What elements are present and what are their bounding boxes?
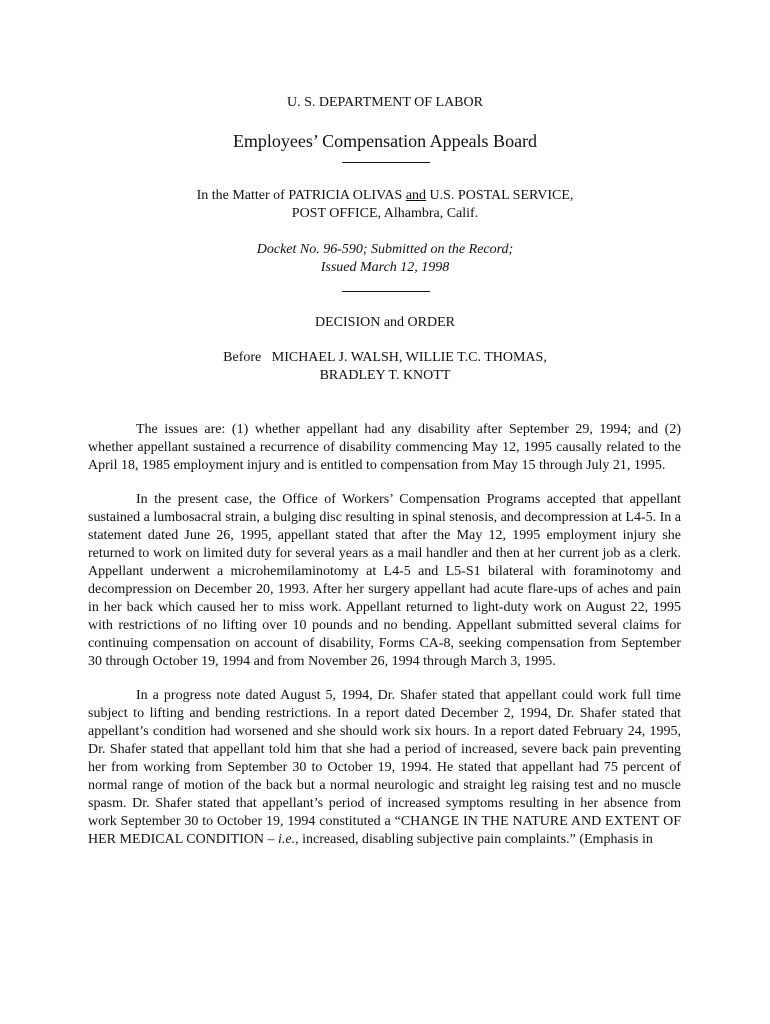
case-caption	[0, 187, 770, 223]
divider-rule	[342, 162, 430, 163]
paragraph-medical-text: In a progress note dated August 5, 1994, Dr. Shafer stated that appellant could work full time subject to lifting and bending restrictions. In a report dated December 2, 1994, Dr. Shafer stated that appellant’s condition had worsened and she should work six hours. In a report dated February 24, 1995, Dr. Shafer stated that appellant told him that she had a period of increased, severe back pain preventing her from working from September 30 to October 19, 1994. He stated that appellant had 75 percent of normal range of motion of the back but a normal neurologic and straight leg raising test and no muscle spasm. Dr. Shafer stated that appellant’s period of increased symptoms resulting in her absence from work September 30 to October 19, 1994 constituted a “CHANGE IN THE NATURE AND EXTENT OF HER MEDICAL CONDITION –	[88, 688, 681, 847]
divider-rule	[342, 291, 430, 292]
paragraph-issues: The issues are: (1) whether appellant had any disability after September 29, 1994; and (2) whether appellant sustained a recurrence of disability commencing May 12, 1995 causally related to the April 18, 1985 employment injury and is entitled to compensation from May 15 through July 21, 1995.	[88, 422, 681, 473]
caption-prefix: In the Matter of PATRICIA OLIVAS	[196, 188, 406, 203]
docket-line2: Issued March 12, 1998	[320, 260, 450, 275]
paragraph-medical	[88, 687, 681, 849]
case-caption-line1	[0, 187, 770, 205]
board-title: Employees’ Compensation Appeals Board	[232, 131, 538, 151]
decision-body	[88, 421, 681, 865]
paragraph-medical-tail: , increased, disabling subjective pain complaints.” (Emphasis in	[295, 832, 653, 847]
department-heading: U. S. DEPARTMENT OF LABOR	[287, 95, 483, 110]
docket-line1: Docket No. 96-590; Submitted on the Record;	[256, 242, 514, 257]
caption-suffix: U.S. POSTAL SERVICE,	[426, 188, 574, 203]
panel-members	[0, 349, 770, 385]
paragraph-background: In the present case, the Office of Workers’ Compensation Programs accepted that appellant sustained a lumbosacral strain, a bulging disc resulting in spinal stenosis, and decompression at L4-5. In a statement dated June 26, 1995, appellant stated that after the May 12, 1995 employment injury she returned to work on limited duty for several years as a mail handler and then at her current job as a clerk. Appellant underwent a microhemilaminotomy at L4-5 and L5-S1 bilateral with foraminotomy and decompression on December 20, 1993. After her surgery appellant had acute flare-ups of aches and pain in her back which caused her to miss work. Appellant returned to light-duty work on August 22, 1995 with restrictions of no lifting over 10 pounds and no bending. Appellant submitted several claims for continuing compensation on account of disability, Forms CA-8, seeking compensation from September 30 through October 19, 1994 and from November 26, 1994 through March 3, 1995.	[88, 492, 681, 669]
panel-line1: Before MICHAEL J. WALSH, WILLIE T.C. THOMAS,	[223, 350, 547, 365]
paragraph-medical-ie: i.e.	[278, 832, 296, 847]
decision-title: DECISION and ORDER	[315, 315, 455, 330]
docket-info	[0, 241, 770, 277]
case-caption-line2: POST OFFICE, Alhambra, Calif.	[291, 206, 479, 221]
caption-and: and	[405, 188, 427, 203]
panel-line2: BRADLEY T. KNOTT	[319, 368, 451, 383]
